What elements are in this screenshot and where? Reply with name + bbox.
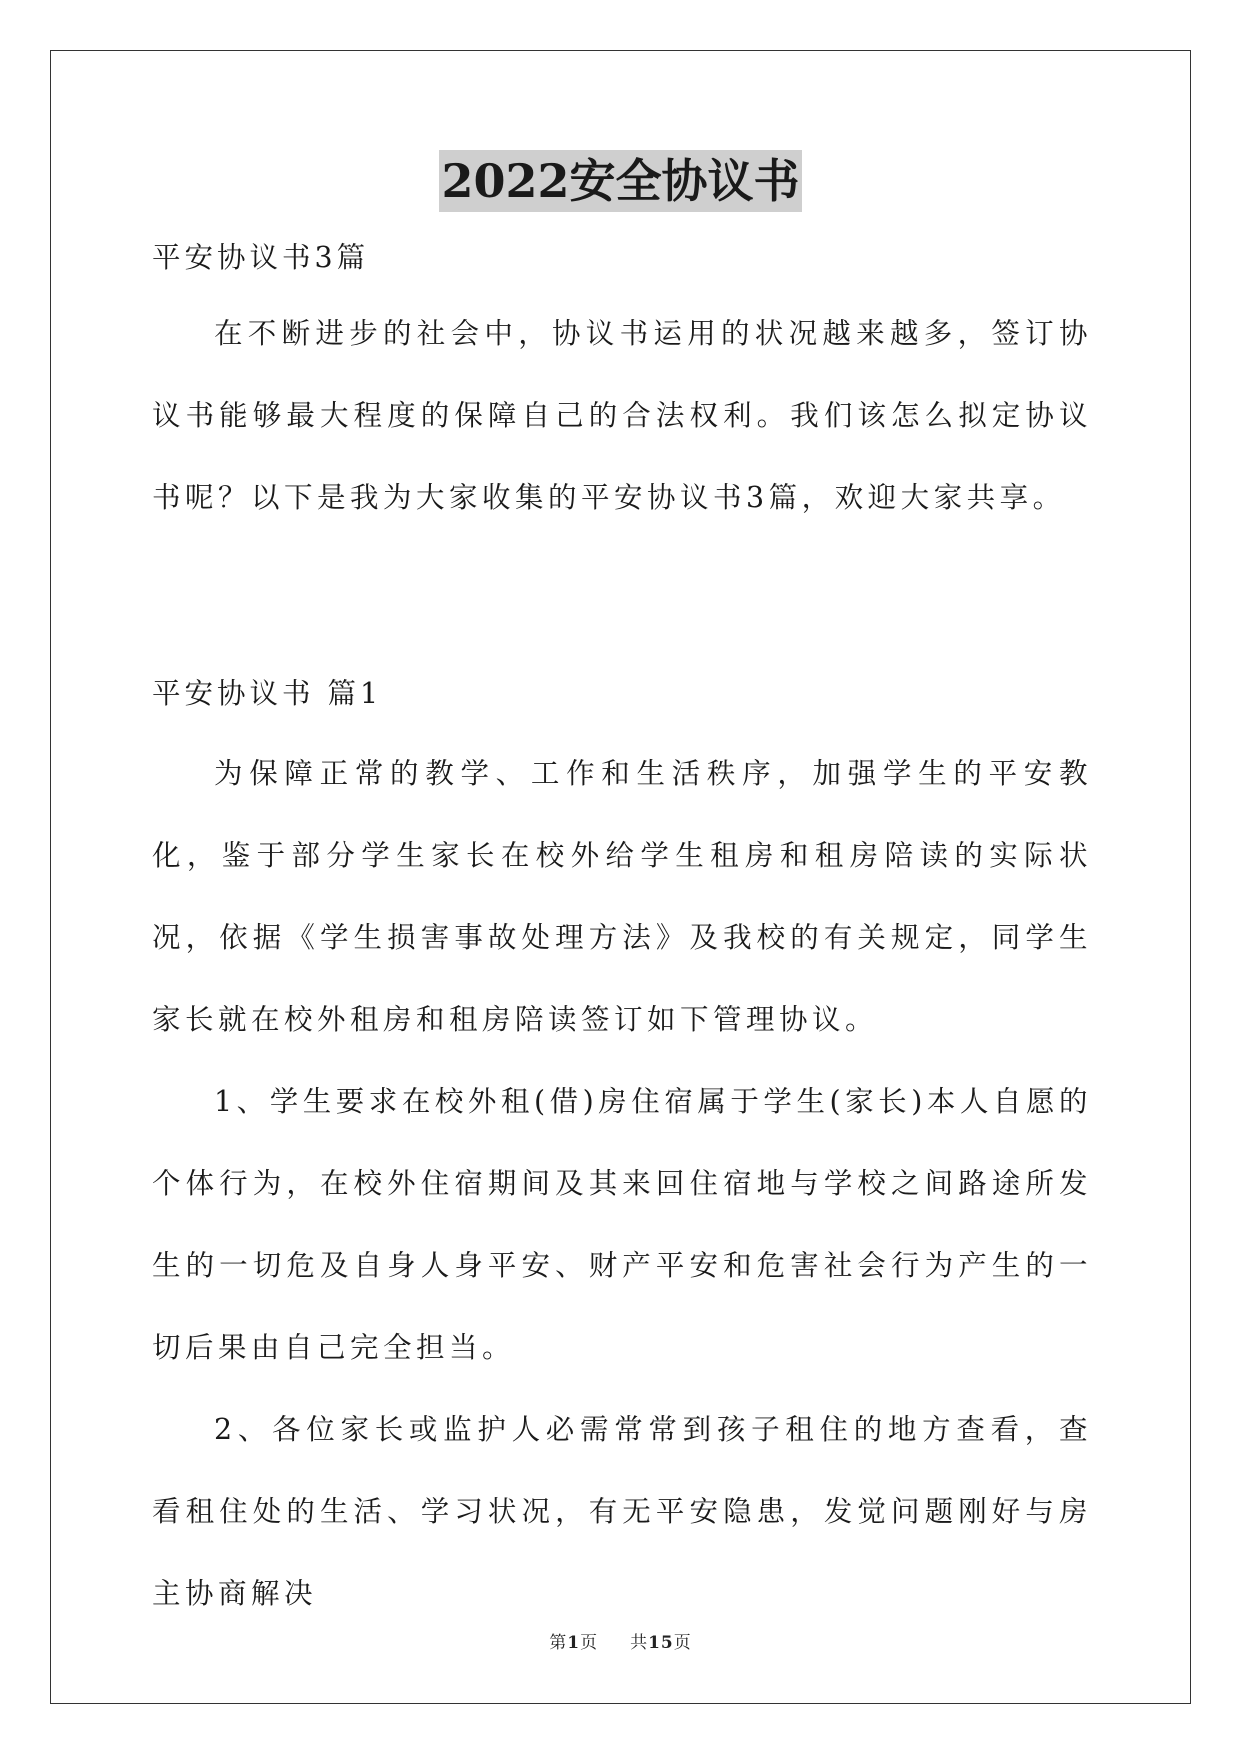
page-number: 1	[567, 1633, 581, 1653]
section-heading-part1: 平安协议书 篇1	[152, 677, 383, 710]
total-label-suffix: 页	[673, 1633, 692, 1653]
page-label-prefix: 第	[549, 1633, 568, 1653]
paragraph-3: 2、各位家长或监护人必需常常到孩子租住的地方查看，查看租住处的生活、学习状况，有无平安隐患，发觉问题刚好与房主协商解决	[152, 1413, 1092, 1610]
total-pages: 15	[648, 1633, 674, 1653]
page-footer	[0, 1628, 1241, 1653]
paragraph-1: 为保障正常的教学、工作和生活秩序，加强学生的平安教化，鉴于部分学生家长在校外给学生租房和租房陪读的实际状况，依据《学生损害事故处理方法》及我校的有关规定，同学生家长就在校外租房和租房陪读签订如下管理协议。	[152, 757, 1092, 1036]
paragraph-2: 1、学生要求在校外租(借)房住宿属于学生(家长)本人自愿的个体行为，在校外住宿期间及其来回住宿地与学校之间路途所发生的一切危及自身人身平安、财产平安和危害社会行为产生的一切后果由自己完全担当。	[152, 1085, 1092, 1364]
title-container	[0, 150, 1241, 212]
intro-paragraph: 在不断进步的社会中，协议书运用的状况越来越多，签订协议书能够最大程度的保障自己的合法权利。我们该怎么拟定协议书呢？以下是我为大家收集的平安协议书3篇，欢迎大家共享。	[152, 317, 1092, 514]
page-label-suffix: 页	[580, 1633, 599, 1653]
document-title: 2022安全协议书	[439, 150, 801, 212]
total-label-prefix: 共	[630, 1633, 649, 1653]
intro-heading: 平安协议书3篇	[152, 241, 370, 274]
